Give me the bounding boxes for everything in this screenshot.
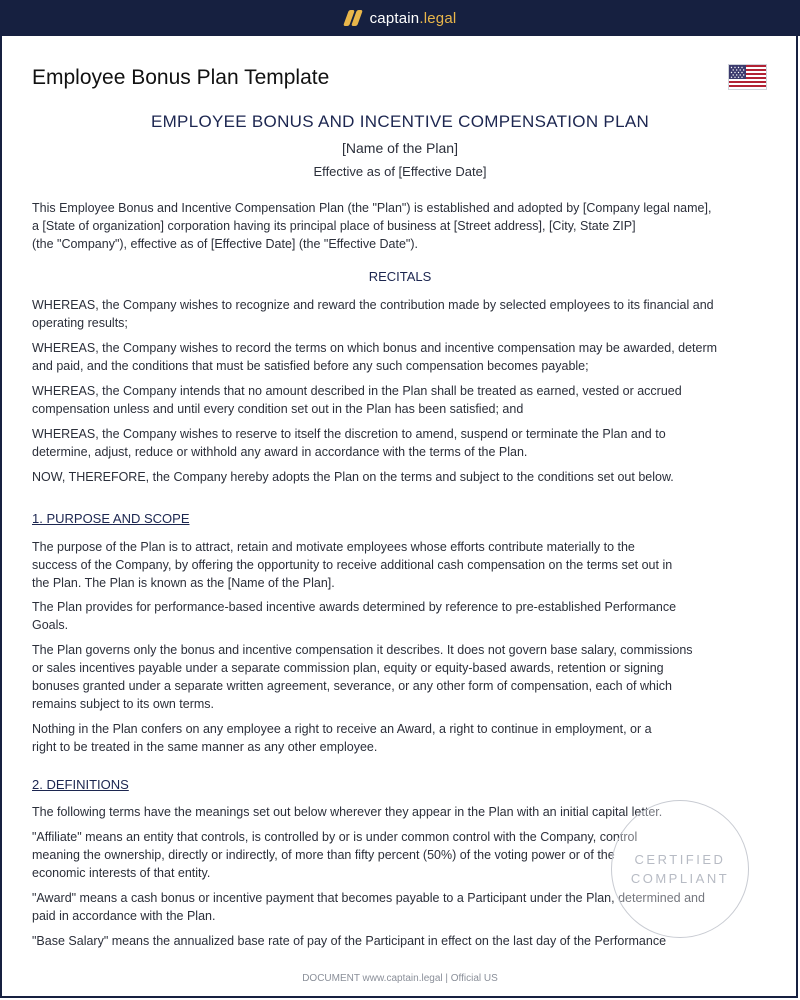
section-heading-purpose: 1. PURPOSE AND SCOPE <box>32 511 190 526</box>
stamp-line-2: COMPLIANT <box>630 871 730 886</box>
recital-paragraph: WHEREAS, the Company wishes to recognize and reward the contribution made by selected employees to its financial and operating results; <box>32 298 714 330</box>
plan-name: [Name of the Plan] <box>342 140 458 156</box>
brand-bar <box>0 0 800 36</box>
section-paragraph: Nothing in the Plan confers on any employee a right to receive an Award, a right to continue in employment, or a right to be treated in the same manner as any other employee. <box>32 722 652 754</box>
section-heading-definitions: 2. DEFINITIONS <box>32 777 129 792</box>
section-paragraph: The Plan provides for performance-based incentive awards determined by reference to pre-established Performance Goals. <box>32 600 677 632</box>
recital-paragraph: WHEREAS, the Company wishes to reserve to itself the discretion to amend, suspend or terminate the Plan and to determine, adjust, reduce or withhold any award in accordance with the terms of the Plan. <box>32 427 666 459</box>
plan-title: EMPLOYEE BONUS AND INCENTIVE COMPENSATION PLAN <box>150 112 650 131</box>
captain-legal-logo-icon <box>344 10 362 26</box>
document-title: Employee Bonus Plan Template <box>32 66 330 89</box>
section-paragraph: The following terms have the meanings set out below wherever they appear in the Plan with an initial capital letter. <box>32 805 663 819</box>
us-flag-icon <box>728 64 767 90</box>
recital-paragraph: NOW, THEREFORE, the Company hereby adopts the Plan on the terms and subject to the conditions set out below. <box>32 470 674 484</box>
brand-name-main: captain <box>369 9 420 27</box>
intro-paragraph: This Employee Bonus and Incentive Compensation Plan (the "Plan") is established and adopted by [Company legal name], a [State of organization] corporation having its principal place of business at [Street address], [City, State ZIP] (the "Company"), effective as of [Effective Date] (the "Effective Date"). <box>32 201 712 251</box>
recitals-heading: RECITALS <box>368 269 432 284</box>
brand-name-accent: .legal <box>419 9 457 27</box>
section-paragraph: The Plan governs only the bonus and incentive compensation it describes. It does not govern base salary, commissions or sales incentives payable under a separate commission plan, equity or equity-based awards, retention or signing bonuses granted under a separate written agreement, severance, or any other form of compensation, each of which remains subject to its own terms. <box>32 643 693 711</box>
section-paragraph: The purpose of the Plan is to attract, retain and motivate employees whose efforts contribute materially to the success of the Company, by offering the opportunity to receive additional cash compensation on the terms set out in the Plan. The Plan is known as the [Name of the Plan]. <box>32 540 673 590</box>
definition-award: "Award" means a cash bonus or incentive payment that becomes payable to a Participant under the Plan, determined and paid in accordance with the Plan. <box>32 891 705 923</box>
plan-effective-date: Effective as of [Effective Date] <box>313 164 487 179</box>
definition-base-salary: "Base Salary" means the annualized base rate of pay of the Participant in effect on the last day of the Performance <box>32 934 667 948</box>
definition-affiliate: "Affiliate" means an entity that controls, is controlled by or is under common control with the Company, control meaning the ownership, directly or indirectly, of more than fifty percent (50%) of the voting power or of the economic interests of that entity. <box>32 830 638 880</box>
recital-paragraph: WHEREAS, the Company wishes to record the terms on which bonus and incentive compensation may be awarded, determ and paid, and the conditions that must be satisfied before any such compensation becomes payable; <box>32 341 718 373</box>
document-footer: DOCUMENT www.captain.legal | Official US <box>302 973 498 984</box>
certified-compliant-stamp <box>611 800 749 938</box>
brand-name[interactable] <box>370 10 457 27</box>
stamp-line-1: CERTIFIED <box>634 852 726 867</box>
recital-paragraph: WHEREAS, the Company intends that no amount described in the Plan shall be treated as earned, vested or accrued compensation unless and until every condition set out in the Plan has been satisfied; and <box>32 384 682 416</box>
